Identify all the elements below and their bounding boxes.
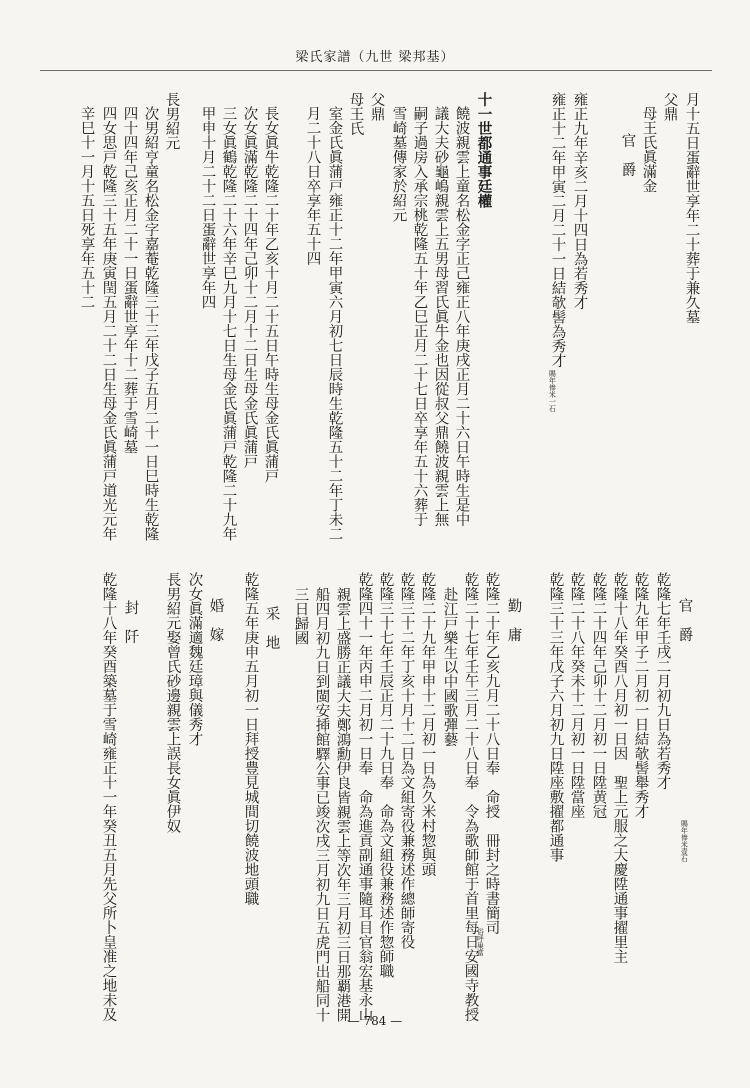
text-column-bottom-2: 乾隆七年壬戌二月初九日為若秀才 xyxy=(654,572,671,790)
text-column-bottom-1: 官 爵 xyxy=(676,598,693,642)
text-column-bottom-12: 乾隆二十九年甲申十二月初一日為久米村惣與頭 xyxy=(419,572,436,877)
text-column-bottom-4: 乾隆十八年癸酉八月初一日因 聖上元服之大慶陞通事擢里主 xyxy=(611,572,628,964)
text-column-bottom-25: 乾隆十八年癸酉築墓于雪崎雍正十一年癸丑五月先父所卜皇准之地未及 xyxy=(100,572,117,1022)
text-column-top-18: 三女眞鶴乾隆二十六年辛巳九月十七日生母金氏眞蒲戸乾隆二十九年 xyxy=(220,106,237,541)
text-column-bottom-24: 封 阡 xyxy=(122,600,139,644)
text-column-top-21: 次男紹亨童名松金字嘉菴乾隆三十三年戊子五月二十一日巳時生乾隆 xyxy=(142,106,159,541)
text-column-top-4: 官 爵 xyxy=(619,133,636,177)
text-column-top-6: 雍正十二年甲寅二月二十一日結欹髻為秀才 xyxy=(549,92,566,368)
text-column-bottom-5: 乾隆二十四年己卯十二月初一日陞黄冠 xyxy=(590,572,607,819)
text-column-top-11: 雪崎墓傳家於紹元 xyxy=(390,106,407,222)
text-column-bottom-13: 乾隆三十二年丁亥十月十二日為文組寄役兼務述作總師寄役 xyxy=(398,572,415,949)
text-column-bottom-18: 三日歸國 xyxy=(292,587,309,645)
text-column-top-14: 室金氏眞蒲戸雍正十二年甲寅六月初七日辰時生乾隆五十二年丁未二 xyxy=(326,106,343,541)
text-column-bottom-20: 乾隆五年庚申五月初一日拜授豊見城間切饒波地頭職 xyxy=(242,572,259,906)
text-column-top-9: 議大夫砂龜嶋親雲上五男母習氏眞牛金也因從叔父鼎饒波親雲上無 xyxy=(432,106,449,527)
text-column-bottom-19: 采 地 xyxy=(263,606,280,650)
text-column-bottom-9: 乾隆二十年乙亥九月二十八日奉 命授 冊封之時書簡司 xyxy=(483,572,500,935)
text-column-top-8: 饒波親雲上童名松金字正己雍正八年庚戌正月二十六日午時生是中 xyxy=(453,106,470,527)
text-column-bottom-14: 乾隆三十七年壬辰正月二十九日奉 命為文組役兼務述作惣師職 xyxy=(377,572,394,978)
text-column-top-20: 長男紹元 xyxy=(163,92,180,150)
text-column-bottom-11: 赴江戸樂生以中國歌彈藝 xyxy=(441,587,458,747)
annotation-common-name: 俗呼巢當 xyxy=(476,928,485,956)
text-column-top-13: 母王氏 xyxy=(347,92,364,136)
text-column-bottom-16: 親雲上盛勝正議大夫鄭鴻勳伊良皆親雲上等次年三月初三日那覇港開 xyxy=(334,587,351,1022)
text-column-bottom-10: 乾隆二十七年壬午三月二十八日奉 令為歌師館于首里每日安國寺教授 xyxy=(462,572,479,1022)
text-column-bottom-8: 勤 庸 xyxy=(505,598,522,642)
text-column-bottom-22: 次女眞滿適魏廷璋與儀秀才 xyxy=(186,572,203,746)
text-column-top-12: 父鼎 xyxy=(368,92,385,121)
annotation-stipend: 賜年俸米一石 xyxy=(548,370,557,412)
text-column-top-19: 甲申十月二十二日蛋辭世享年四 xyxy=(199,106,216,309)
text-column-top-10: 嗣子過房入承宗桃乾隆五十年乙巳正月二十七日卒享年五十六葬于 xyxy=(411,106,428,527)
annotation-stipend-bottom: 賜年俸米壹石 xyxy=(680,820,689,862)
page-number: — 784 — xyxy=(347,1014,403,1028)
text-column-top-22: 四十四年己亥正月二十一日蛋辭世享年十二葬于雪崎墓 xyxy=(121,106,138,454)
text-column-top-3: 母王氏眞滿金 xyxy=(640,106,657,193)
text-column-bottom-6: 乾隆二十八年癸未十二月初一日陞當座 xyxy=(568,572,585,819)
text-column-bottom-3: 乾隆九年甲子二月初一日結欹髻舉秀才 xyxy=(632,572,649,819)
page-title: 梁氏家譜（九世 梁邦基） xyxy=(295,50,455,65)
text-column-top-1: 月十五日蛋辭世享年二十葬于兼久墓 xyxy=(683,92,700,324)
text-column-top-16: 長女眞牛乾隆二十年乙亥十月二十五日午時生母金氏眞蒲戸 xyxy=(262,106,279,483)
text-column-top-24: 辛巳十一月十五日死享年五十二 xyxy=(78,106,95,309)
text-column-bottom-17: 船四月初九日到閩安揷館驛公事已竣次戌三月初九日五虎門出船同十 xyxy=(313,587,330,1022)
text-column-top-2: 父鼎 xyxy=(661,92,678,121)
text-column-top-17: 次女眞滿乾隆二十四年己卯十二月十二日生母金氏眞蒲戸 xyxy=(241,106,258,469)
header-rule xyxy=(40,70,712,71)
text-column-bottom-7: 乾隆三十三年戊子六月初九日陞座敷擢都通事 xyxy=(547,572,564,862)
text-column-bottom-23: 長男紹元娶曾氏砂邊親雲上誤長女眞伊奴 xyxy=(164,572,181,833)
text-column-top-15: 月二十八日卒享年五十四 xyxy=(304,106,321,266)
text-column-top-23: 四女思戸乾隆三十五年庚寅閏五月二十二日生母金氏眞蒲戸道光元年 xyxy=(100,106,117,541)
text-column-bottom-21: 婚 嫁 xyxy=(207,598,224,642)
text-column-top-5: 雍正九年辛亥二月十四日為若秀才 xyxy=(571,92,588,310)
text-column-bottom-15: 乾隆四十一年丙申二月初一日奉 命為進貢副通事隨耳目官翁宏基永山 xyxy=(356,572,373,1022)
text-column-top-7: 十一世都通事廷權 xyxy=(475,92,493,208)
